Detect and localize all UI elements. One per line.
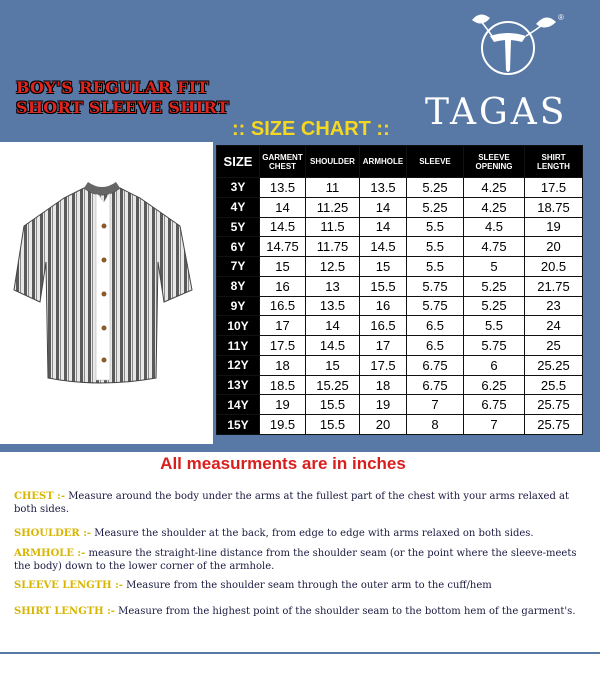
sleeve-cell: 5.25 [407, 178, 464, 198]
size-cell: 7Y [217, 257, 260, 277]
sleeve-cell: 5.75 [407, 296, 464, 316]
armhole-cell: 14.5 [360, 237, 407, 257]
table-row [217, 375, 583, 395]
shirt-length-cell: 20 [525, 237, 583, 257]
header-garment-chest: GARMENT CHEST [260, 146, 306, 178]
sleeve-cell: 7 [407, 395, 464, 415]
sleeve-opening-cell: 4.25 [464, 197, 525, 217]
armhole-cell: 18 [360, 375, 407, 395]
sleeve-opening-cell: 5 [464, 257, 525, 277]
size-cell: 15Y [217, 415, 260, 435]
sleeve-opening-cell: 6 [464, 355, 525, 375]
shoulder-cell: 13.5 [306, 296, 360, 316]
shirt-length-cell: 25.25 [525, 355, 583, 375]
armhole-cell: 17.5 [360, 355, 407, 375]
size-table-wrapper [216, 145, 582, 435]
shoulder-cell: 14.5 [306, 336, 360, 356]
chest-cell: 15 [260, 257, 306, 277]
shirt-length-cell: 23 [525, 296, 583, 316]
sleeve-cell: 6.75 [407, 375, 464, 395]
table-row [217, 415, 583, 435]
armhole-cell: 14 [360, 197, 407, 217]
chest-cell: 19 [260, 395, 306, 415]
sleeve-opening-cell: 6.25 [464, 375, 525, 395]
size-cell: 6Y [217, 237, 260, 257]
shoulder-cell: 15.5 [306, 415, 360, 435]
definition-term: SHOULDER :- [14, 528, 92, 539]
table-row [217, 257, 583, 277]
shoulder-cell: 11.25 [306, 197, 360, 217]
header-shoulder: SHOULDER [306, 146, 360, 178]
measurement-note: All measurments are in inches [160, 454, 406, 473]
chest-cell: 16 [260, 276, 306, 296]
chest-cell: 14.5 [260, 217, 306, 237]
sleeve-cell: 6.5 [407, 336, 464, 356]
shoulder-cell: 11 [306, 178, 360, 198]
bottom-divider [0, 652, 600, 654]
definition-term: CHEST :- [14, 491, 66, 502]
table-row [217, 316, 583, 336]
definition-armhole [14, 547, 584, 573]
armhole-cell: 15.5 [360, 276, 407, 296]
chest-cell: 14.75 [260, 237, 306, 257]
definition-term: SLEEVE LENGTH :- [14, 580, 123, 591]
armhole-cell: 19 [360, 395, 407, 415]
chest-cell: 19.5 [260, 415, 306, 435]
table-header-row [217, 146, 583, 178]
shoulder-cell: 15.5 [306, 395, 360, 415]
sleeve-cell: 8 [407, 415, 464, 435]
table-row [217, 197, 583, 217]
armhole-cell: 16 [360, 296, 407, 316]
shoulder-cell: 11.75 [306, 237, 360, 257]
chest-cell: 13.5 [260, 178, 306, 198]
definition-chest [14, 490, 584, 516]
shirt-length-cell: 25.75 [525, 415, 583, 435]
size-cell: 13Y [217, 375, 260, 395]
armhole-cell: 17 [360, 336, 407, 356]
registered-mark: ® [558, 13, 564, 22]
sleeve-cell: 6.5 [407, 316, 464, 336]
sleeve-cell: 6.75 [407, 355, 464, 375]
size-cell: 4Y [217, 197, 260, 217]
armhole-cell: 15 [360, 257, 407, 277]
sleeve-opening-cell: 7 [464, 415, 525, 435]
chest-cell: 18 [260, 355, 306, 375]
shirt-length-cell: 24 [525, 316, 583, 336]
shirt-length-cell: 21.75 [525, 276, 583, 296]
table-row [217, 217, 583, 237]
definition-text: Measure from the shoulder seam through the outer arm to the cuff/hem [122, 580, 492, 591]
sleeve-opening-cell: 5.75 [464, 336, 525, 356]
sleeve-opening-cell: 5.5 [464, 316, 525, 336]
sleeve-cell: 5.5 [407, 217, 464, 237]
tagas-logo-icon [450, 8, 570, 88]
sleeve-cell: 5.5 [407, 237, 464, 257]
chest-cell: 16.5 [260, 296, 306, 316]
definition-shoulder [14, 527, 584, 540]
size-cell: 5Y [217, 217, 260, 237]
chest-cell: 18.5 [260, 375, 306, 395]
shoulder-cell: 13 [306, 276, 360, 296]
table-row [217, 178, 583, 198]
size-cell: 11Y [217, 336, 260, 356]
definition-term: SHIRT LENGTH :- [14, 606, 115, 617]
header-sleeve: SLEEVE [407, 146, 464, 178]
product-title-line2: SHORT SLEEVE SHIRT [16, 98, 229, 117]
table-row [217, 296, 583, 316]
shirt-length-cell: 18.75 [525, 197, 583, 217]
header-sleeve-opening: SLEEVE OPENING [464, 146, 525, 178]
table-row [217, 237, 583, 257]
shirt-length-cell: 25.75 [525, 395, 583, 415]
armhole-cell: 14 [360, 217, 407, 237]
shirt-length-cell: 20.5 [525, 257, 583, 277]
sleeve-opening-cell: 6.75 [464, 395, 525, 415]
sleeve-cell: 5.25 [407, 197, 464, 217]
size-cell: 14Y [217, 395, 260, 415]
sleeve-cell: 5.75 [407, 276, 464, 296]
shirt-length-cell: 25.5 [525, 375, 583, 395]
size-cell: 8Y [217, 276, 260, 296]
table-row [217, 355, 583, 375]
definition-text: Measure from the highest point of the shoulder seam to the bottom hem of the garment's. [114, 606, 576, 617]
definition-sleeve-length [14, 579, 584, 592]
shoulder-cell: 15.25 [306, 375, 360, 395]
sleeve-opening-cell: 4.75 [464, 237, 525, 257]
product-title-line1: BOY'S REGULAR FIT [16, 78, 209, 97]
armhole-cell: 13.5 [360, 178, 407, 198]
table-row [217, 276, 583, 296]
size-table [216, 145, 583, 435]
definition-shirt-length [14, 605, 584, 618]
shirt-length-cell: 25 [525, 336, 583, 356]
header-armhole: ARMHOLE [360, 146, 407, 178]
definition-term: ARMHOLE :- [14, 548, 86, 559]
brand-name: TAGAS [425, 92, 568, 133]
armhole-cell: 16.5 [360, 316, 407, 336]
striped-shirt-icon [0, 142, 213, 444]
sleeve-opening-cell: 5.25 [464, 296, 525, 316]
table-row [217, 395, 583, 415]
shoulder-cell: 15 [306, 355, 360, 375]
chest-cell: 17.5 [260, 336, 306, 356]
size-cell: 3Y [217, 178, 260, 198]
size-cell: 12Y [217, 355, 260, 375]
product-image-panel [0, 142, 213, 444]
size-cell: 9Y [217, 296, 260, 316]
chest-cell: 17 [260, 316, 306, 336]
header-size: SIZE [217, 146, 260, 178]
sleeve-cell: 5.5 [407, 257, 464, 277]
table-row [217, 336, 583, 356]
shoulder-cell: 14 [306, 316, 360, 336]
chest-cell: 14 [260, 197, 306, 217]
header-shirt-length: SHIRT LENGTH [525, 146, 583, 178]
armhole-cell: 20 [360, 415, 407, 435]
shoulder-cell: 12.5 [306, 257, 360, 277]
size-cell: 10Y [217, 316, 260, 336]
definition-text: Measure the shoulder at the back, from edge to edge with arms relaxed on both sides. [91, 528, 534, 539]
definition-text: measure the straight-line distance from the shoulder seam (or the point where the sleeve-meets the body) down to the lower corner of the armhole. [14, 548, 577, 572]
sleeve-opening-cell: 5.25 [464, 276, 525, 296]
shirt-length-cell: 19 [525, 217, 583, 237]
sleeve-opening-cell: 4.25 [464, 178, 525, 198]
shirt-length-cell: 17.5 [525, 178, 583, 198]
size-chart-heading: :: SIZE CHART :: [232, 118, 390, 140]
definition-text: Measure around the body under the arms at the fullest part of the chest with your arms relaxed at both sides. [14, 491, 570, 515]
shoulder-cell: 11.5 [306, 217, 360, 237]
sleeve-opening-cell: 4.5 [464, 217, 525, 237]
